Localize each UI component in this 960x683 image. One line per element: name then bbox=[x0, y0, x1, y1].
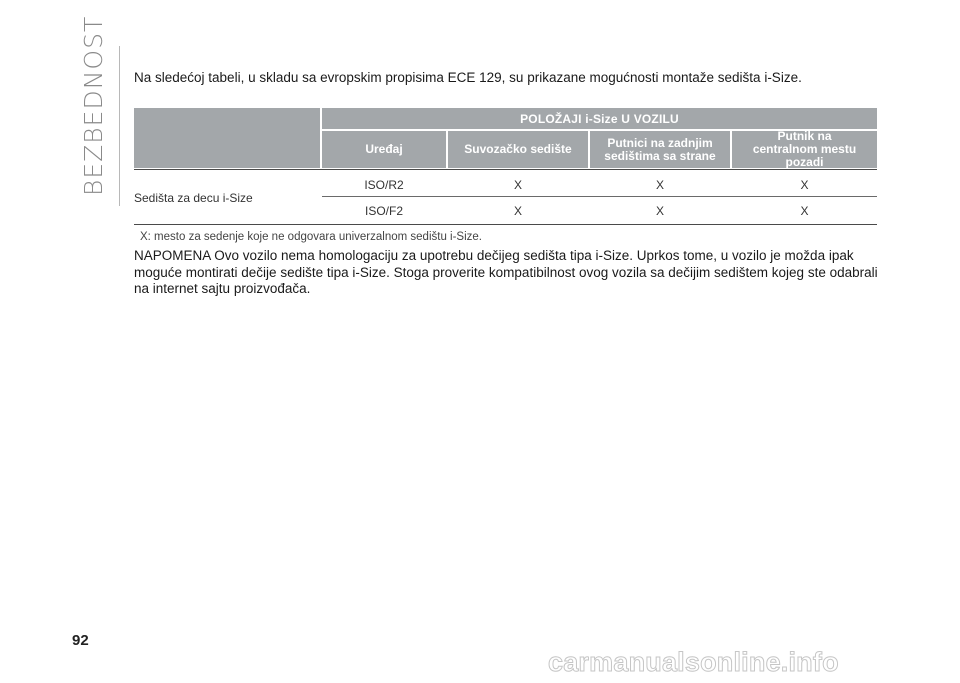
table-rule-top bbox=[134, 169, 877, 170]
table-rule-bottom bbox=[134, 224, 877, 225]
table-footnote: X: mesto za sedenje koje ne odgovara univerzalnom sedištu i-Size. bbox=[140, 231, 482, 243]
column-header-rear-center bbox=[732, 131, 877, 168]
column-header-rear-side: Putnici na zadnjim sedištima sa strane bbox=[590, 131, 730, 168]
watermark: carmanualsonline.info bbox=[548, 647, 839, 677]
table-cell: X bbox=[800, 204, 809, 218]
row-label: Sedišta za decu i-Size bbox=[134, 191, 253, 205]
section-divider bbox=[119, 46, 120, 206]
section-title-text: BEZBEDNOST bbox=[79, 15, 108, 196]
table-group-header: POLOŽAJI i-Size U VOZILU bbox=[322, 108, 877, 129]
note-paragraph: NAPOMENA Ovo vozilo nema homologaciju za upotrebu dečijeg sedišta tipa i-Size. Uprkos tome, u vozilo je možda ipak moguće montirati dečije sedište tipa i-Size. Stoga proverite kompatibilnost ovog vozila sa dečijim sedištem kojeg ste odabrali na internet sajtu proizvođača. bbox=[134, 248, 878, 296]
table-cell: X bbox=[513, 178, 522, 192]
intro-paragraph: Na sledećoj tabeli, u skladu sa evropskim propisima ECE 129, su prikazane mogućnosti montaže sedišta i-Size. bbox=[134, 70, 802, 85]
column-header-rear-center-text: Putnik na centralnom mestu pozadi bbox=[752, 129, 857, 169]
page-number: 92 bbox=[72, 632, 89, 649]
section-title bbox=[79, 15, 108, 196]
column-header-front-passenger: Suvozačko sedište bbox=[448, 131, 588, 168]
table-header-blank bbox=[134, 108, 320, 168]
isize-table bbox=[134, 108, 877, 226]
table-cell-device: ISO/F2 bbox=[364, 204, 403, 218]
table-cell: X bbox=[513, 204, 522, 218]
column-header-device: Uređaj bbox=[322, 131, 446, 168]
table-cell: X bbox=[655, 178, 664, 192]
table-cell-device: ISO/R2 bbox=[364, 178, 404, 192]
table-row-divider bbox=[322, 196, 877, 197]
table-cell: X bbox=[655, 204, 664, 218]
table-cell: X bbox=[800, 178, 809, 192]
